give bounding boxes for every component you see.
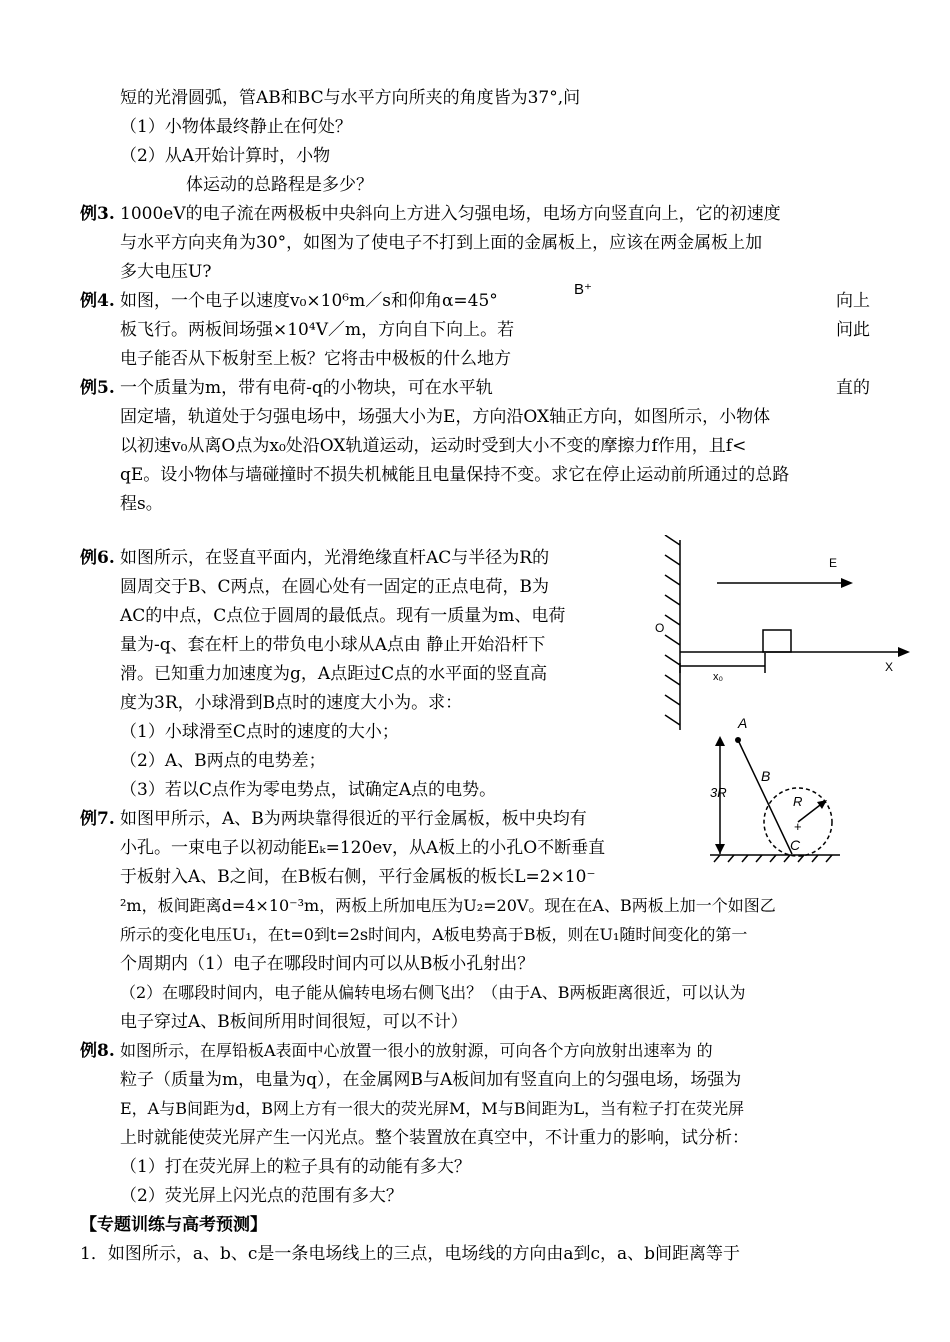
text-line: （2）A、B两点的电势差； [120,751,326,771]
x-label: X [885,660,894,674]
section-heading: 【专题训练与高考预测】 [80,1215,267,1235]
example-label: 例4. [80,291,115,311]
text-line: 问此 [836,320,870,340]
text-line: E，A与B间距为d，B网上方有一很大的荧光屏M，M与B间距为L，当有粒子打在荧光屏 [120,1099,745,1118]
text-line: 如图甲所示，A、B为两块靠得很近的平行金属板，板中央均有 [120,809,587,829]
height-label: 3R [710,785,727,800]
b-plus-label: B⁺ [574,281,592,298]
text-line: （1）小球滑至C点时的速度的大小； [120,722,399,742]
c-label: C [790,837,801,853]
figure-overlay [566,280,834,398]
text-line: 于板射入A、B之间，在B板右侧，平行金属板的板长L=2×10⁻ [120,867,596,887]
text-line: （1）小物体最终静止在何处？ [120,117,352,137]
text-line: 1000eV的电子流在两极板中央斜向上方进入匀强电场，电场方向竖直向上，它的初速度 [120,204,781,224]
text-line: 上时就能使荧光屏产生一闪光点。整个装置放在真空中，不计重力的影响，试分析： [120,1128,749,1148]
example-label: 例8. [80,1041,115,1061]
example-label: 例7. [80,809,115,829]
example-label: 例5. [80,378,115,398]
text-line: 度为3R，小球滑到B点时的速度大小为。求： [120,693,463,713]
a-label: A [738,715,748,731]
example-label: 例3. [80,204,115,224]
text-line: 小孔。一束电子以初动能Eₖ=120ev，从A板上的小孔O不断垂直 [120,838,606,858]
text-line: 向上 [836,291,870,311]
e-label: E [829,556,838,570]
text-line: 一个质量为m，带有电荷-q的小物块，可在水平轨 [120,378,493,398]
text-line: 个周期内（1）电子在哪段时间内可以从B板小孔射出？ [120,954,535,974]
text-line: 所示的变化电压U₁，在t=0到t=2s时间内，A板电势高于B板，则在U₁随时间变化的第一 [120,925,748,944]
text-line: 与水平方向夹角为30°，如图为了使电子不打到上面的金属板上，应该在两金属板上加 [120,233,763,253]
text-line: （2）荧光屏上闪光点的范围有多大？ [120,1186,403,1206]
example-label: 例6. [80,548,115,568]
r-label: R [793,794,803,809]
text-line: 圆周交于B、C两点，在圆心处有一固定的正点电荷，B为 [120,577,549,597]
text-line: 直的 [836,378,870,398]
text-line: 板飞行。两板间场强×10⁴V／m，方向自下向上。若 [120,320,515,340]
b-label: B [761,768,771,784]
text-line: AC的中点，C点位于圆周的最低点。现有一质量为m、电荷 [120,606,566,626]
text-line: ²m，板间距离d=4×10⁻³m，两板上所加电压为U₂=20V。现在在A、B两板上加一个如图乙 [120,896,776,915]
figure-wall-track [655,535,915,735]
figure-rod-circle [700,712,850,867]
text-line: （2）从A开始计算时，小物 [120,146,331,166]
text-line: 体运动的总路程是多少？ [186,175,373,195]
o-label: O [655,621,665,635]
text-line: 固定墙，轨道处于匀强电场中，场强大小为E，方向沿OX轴正方向，如图所示，小物体 [120,407,771,427]
x0-label: x₀ [713,671,724,683]
text-line: （2）在哪段时间内，电子能从偏转电场右侧飞出？（由于A、B两板距离很近，可以认为 [120,983,746,1002]
text-line: 如图，一个电子以速度v₀×10⁶m／s和仰角α=45° [120,291,498,311]
text-line: 以初速v₀从离O点为x₀处沿OX轨道运动，运动时受到大小不变的摩擦力f作用，且f< [120,436,747,456]
text-line: 如图所示，在厚铅板A表面中心放置一很小的放射源，可向各个方向放射出速率为 的 [120,1041,713,1060]
plus-sign: + [794,819,802,834]
text-line: qE。设小物体与墙碰撞时不损失机械能且电量保持不变。求它在停止运动前所通过的总路 [120,465,790,485]
text-line: 1．如图所示，a、b、c是一条电场线上的三点，电场线的方向由a到c，a、b间距离等于 [80,1244,741,1264]
text-line: 滑。已知重力加速度为g，A点距过C点的水平面的竖直高 [120,664,548,684]
text-line: 短的光滑圆弧，管AB和BC与水平方向所夹的角度皆为37°,问 [120,88,581,108]
text-line: （1）打在荧光屏上的粒子具有的动能有多大？ [120,1157,471,1177]
text-line: 多大电压U? [120,262,212,282]
text-line: 量为-q、套在杆上的带负电小球从A点由 静止开始沿杆下 [120,635,546,655]
text-line: （3）若以C点作为零电势点，试确定A点的电势。 [120,780,497,800]
text-line: 如图所示，在竖直平面内，光滑绝缘直杆AC与半径为R的 [120,548,550,568]
text-line: 电子能否从下板射至上板？它将击中极板的什么地方 [120,349,511,369]
text-line: 电子穿过A、B板间所用时间很短，可以不计） [120,1012,468,1032]
text-line: 粒子（质量为m，电量为q），在金属网B与A板间加有竖直向上的匀强电场，场强为 [120,1070,742,1090]
text-line: 程s。 [120,494,163,514]
